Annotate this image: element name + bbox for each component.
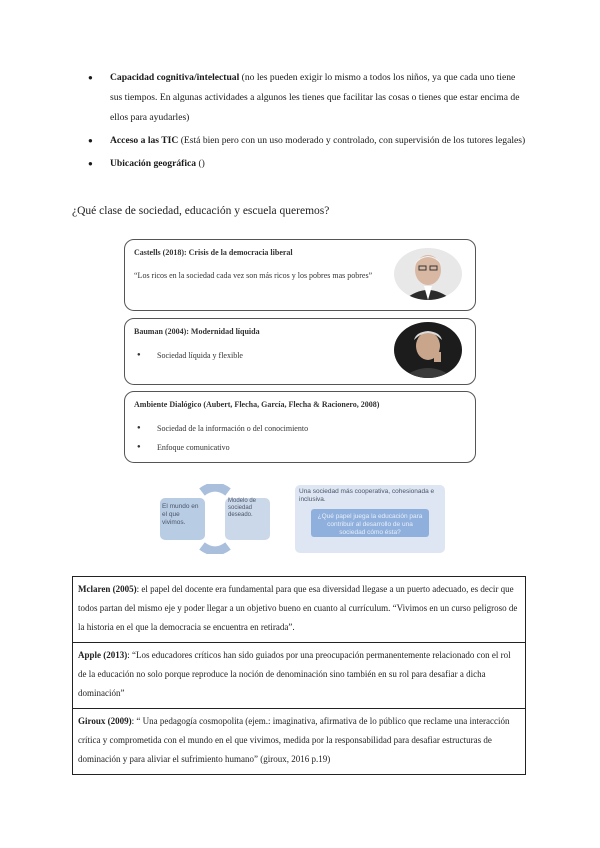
quote-text: : “Los educadores críticos han sido guiados por una preocupación permanentemente relacionado con el rol de la educación no solo porque reproduce la noción de denominación sino también en su rol para desafiar a dicha dominación” — [78, 650, 511, 698]
table-row — [73, 643, 526, 709]
table-row — [73, 577, 526, 643]
card-title: Castells (2018): Crisis de la democracia liberal — [134, 248, 293, 257]
card-list — [125, 419, 475, 457]
diagram-panel-desired-society — [295, 485, 445, 553]
list-item: ● Sociedad líquida y flexible — [125, 346, 475, 365]
diagram-inner-question: ¿Qué papel juega la educación para contribuir al desarrollo de una sociedad cómo ésta? — [317, 513, 423, 536]
bullet-item: ● Acceso a las TIC (Está bien pero con un uso moderado y controlado, con supervisión de los tutores legales) — [88, 131, 528, 151]
portrait-photo-castells — [394, 248, 462, 300]
portrait-photo-bauman — [394, 322, 462, 378]
list-item: ● Sociedad de la información o del conocimiento — [125, 419, 475, 438]
quote-author: Mclaren (2005) — [78, 584, 137, 594]
bullet-item: ● Capacidad cognitiva/intelectual (no les pueden exigir lo mismo a todos los niños, ya que cada uno tiene sus tiempos. En algunas actividades a algunos les tienes que facilitar las cosas o tienes que estar encima de ellos para ayudarles) — [88, 68, 528, 128]
diagram-panel-label: Una sociedad más cooperativa, cohesionada e inclusiva. — [299, 488, 435, 503]
quote-author: Apple (2013) — [78, 650, 128, 660]
quotes-table — [72, 576, 526, 775]
diagram-inner-box — [311, 509, 429, 537]
diagram-box-current-world: El mundo en el que vivimos. — [162, 503, 199, 526]
card-ambiente-dialogico — [124, 391, 476, 463]
card-title: Ambiente Dialógico (Aubert, Flecha, García, Flecha & Racionero, 2008) — [134, 400, 380, 409]
quote-text: : “ Una pedagogía cosmopolita (ejem.: imaginativa, afirmativa de lo público que reclame una interacción crítica y comprometida con el mundo en el que vivimos, medida por la responsabilidad para desafiar estructuras de dominación y para aliviar el sufrimiento humano” (giroux, 2016 p.19) — [78, 716, 510, 764]
quote-author: Giroux (2009) — [78, 716, 132, 726]
table-row — [73, 709, 526, 775]
table-cell — [73, 709, 526, 775]
card-quote: “Los ricos en la sociedad cada vez son más ricos y los pobres mas pobres” — [134, 271, 373, 280]
table-cell — [73, 643, 526, 709]
card-title: Bauman (2004): Modernidad líquida — [134, 327, 260, 336]
bullet-list — [88, 68, 528, 177]
section-question: ¿Qué clase de sociedad, educación y escuela queremos? — [72, 205, 330, 217]
bullet-item: ● Ubicación geográfica () — [88, 154, 528, 174]
list-item: ● Enfoque comunicativo — [125, 438, 475, 457]
table-cell — [73, 577, 526, 643]
diagram-box-desired-model: Modelo de sociedad deseado. — [228, 498, 257, 518]
quote-text: : el papel del docente era fundamental para que esa diversidad llegase a un puerto adecuado, es decir que todos partan del mismo eje y poder llegar a un objetivo bueno en cuanto al currículum. “Vivimos en un curso peligroso de la historia en el que la democracia se encuentra en retirada”. — [78, 584, 518, 632]
